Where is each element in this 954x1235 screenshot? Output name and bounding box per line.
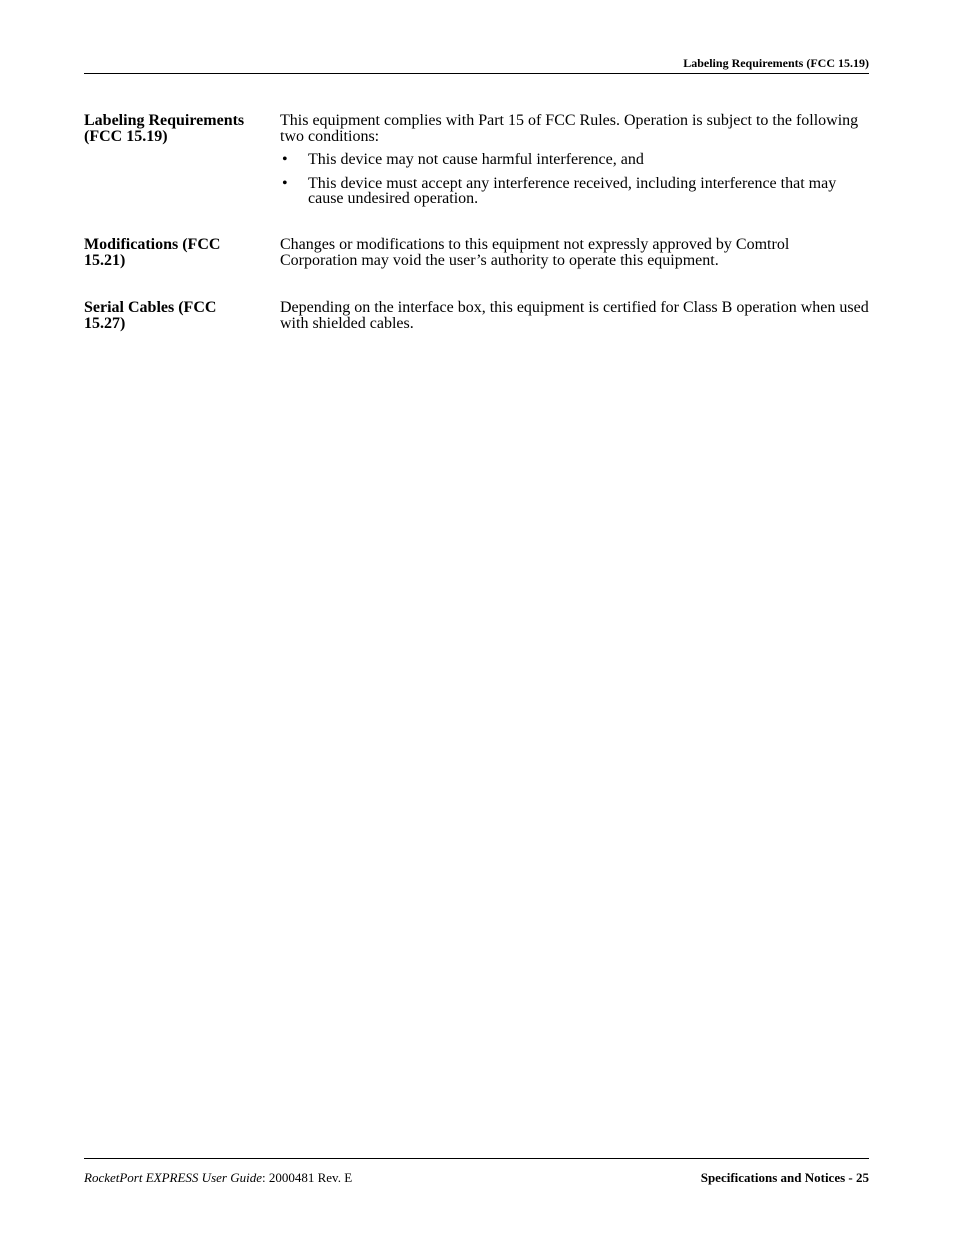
running-footer: [84, 1158, 869, 1185]
running-header: [84, 55, 869, 74]
bullet-list: [280, 152, 870, 207]
footer-guide-title: RocketPort EXPRESS User Guide: [84, 1170, 262, 1185]
footer-document-info: [84, 1170, 352, 1185]
section-heading: Labeling Requirements (FCC 15.19): [84, 112, 245, 145]
list-item-text: This device may not cause harmful interference, and: [308, 151, 644, 168]
paragraph: Changes or modifications to this equipment not expressly approved by Comtrol Corporation may void the user’s authority to operate this equipment.: [280, 236, 790, 269]
running-header-title: Labeling Requirements (FCC 15.19): [683, 56, 869, 70]
section-body: [280, 300, 870, 331]
bullet-icon: •: [282, 174, 288, 192]
footer-doc-number: : 2000481 Rev. E: [261, 1170, 353, 1185]
section-heading: Serial Cables (FCC 15.27): [84, 299, 217, 332]
list-item: [280, 176, 870, 207]
section-body: [280, 237, 870, 268]
section-body: [280, 113, 870, 215]
list-item: [280, 152, 870, 168]
bullet-icon: •: [282, 151, 288, 168]
paragraph: Depending on the interface box, this equipment is certified for Class B operation when used with shielded cables.: [280, 299, 869, 332]
section-heading: Modifications (FCC 15.21): [84, 236, 221, 269]
list-item-text: This device must accept any interference received, including interference that may cause undesired operation.: [308, 174, 837, 207]
footer-page-number: Specifications and Notices - 25: [700, 1170, 869, 1185]
paragraph: This equipment complies with Part 15 of FCC Rules. Operation is subject to the following two conditions:: [280, 112, 859, 145]
